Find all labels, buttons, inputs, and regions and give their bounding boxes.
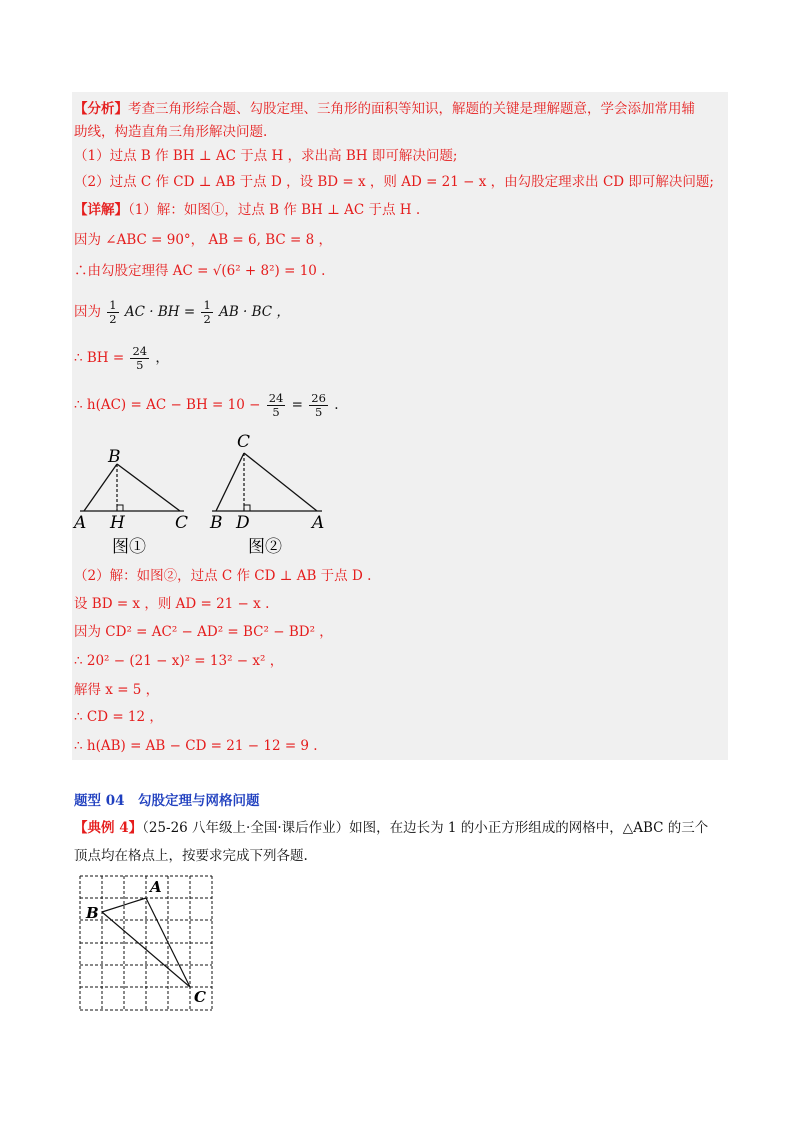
sol1-line5-eq: = — [291, 397, 303, 413]
example-text-1: （25-26 八年级上·全国·课后作业）如图，在边长为 1 的小正方形组成的网格中，△ABC 的三个 — [142, 820, 709, 836]
analysis-label: 【分析】 — [74, 101, 128, 117]
fraction-result: $\frac{26}{5}$ — [311, 391, 326, 419]
sol2-text-5: ∴ CD = 12 ， — [74, 709, 163, 725]
grid-label-a: A — [150, 878, 162, 896]
analysis-line-1 — [74, 99, 695, 119]
sol1-line5-prefix: ∴ h(AC) = AC − BH = 10 − — [74, 397, 261, 413]
sol1-line3-mid2: AB · BC ， — [219, 304, 290, 320]
fraction-bh-2: $\frac{24}{5}$ — [268, 391, 284, 419]
fig2-label-d: D — [236, 513, 250, 533]
analysis-text-1: 考查三角形综合题、勾股定理、三角形的面积等知识，解题的关键是理解题意，学会添加常用辅 — [128, 101, 695, 117]
fig1-caption: 图① — [112, 537, 146, 557]
sol2-text-2: 因为 CD² = AC² − AD² = BC² − BD² ， — [74, 624, 333, 640]
fig1-label-h: H — [110, 513, 125, 533]
sol1-line4-prefix: ∴ BH = — [74, 350, 125, 366]
sol2-line-5 — [74, 707, 163, 727]
sol1-text-1: 因为 ∠ABC = 90°， AB = 6, BC = 8 ， — [74, 232, 332, 248]
detail-intro: （1）解：如图①，过点 B 作 BH ⊥ AC 于点 H . — [128, 202, 421, 218]
sol1-line5-suffix: . — [334, 397, 339, 413]
triangle-figures — [72, 428, 372, 563]
analysis-line-2 — [74, 122, 267, 142]
detail-line — [74, 200, 420, 220]
sol1-line-4 — [74, 345, 169, 372]
part2-hint: （2）过点 C 作 CD ⊥ AB 于点 D ，设 BD = x ，则 AD = 21 − x ，由勾股定理求出 CD 即可解决问题; — [74, 174, 714, 190]
fig2-caption: 图② — [248, 537, 282, 557]
sol2-line-1 — [74, 594, 269, 614]
analysis-text-2: 助线，构造直角三角形解决问题. — [74, 124, 268, 140]
sol2-text-1: 设 BD = x ，则 AD = 21 − x . — [74, 596, 270, 612]
sol1-line-3 — [74, 299, 290, 326]
fraction-half-1: $\frac{1}{2}$ — [109, 298, 117, 326]
fraction-bh: $\frac{24}{5}$ — [132, 344, 148, 372]
grid-label-c: C — [194, 988, 206, 1006]
part1-hint: （1）过点 B 作 BH ⊥ AC 于点 H ，求出高 BH 即可解决问题; — [74, 148, 458, 164]
sol1-line-1 — [74, 230, 332, 250]
sol2-line-6 — [74, 736, 318, 756]
sol1-line3-prefix: 因为 — [74, 304, 101, 320]
sol1-line-5 — [74, 392, 339, 419]
figure-2 — [209, 432, 324, 557]
sol2-intro: （2）解：如图②，过点 C 作 CD ⊥ AB 于点 D . — [74, 568, 372, 584]
example-line-1 — [74, 818, 708, 838]
fraction-half-2: $\frac{1}{2}$ — [203, 298, 211, 326]
sol1-line3-mid1: AC · BH = — [124, 304, 196, 320]
example-label: 【典例 4】 — [74, 820, 143, 836]
example-line-2 — [74, 846, 308, 866]
sol2-text-6: ∴ h(AB) = AB − CD = 21 − 12 = 9 . — [74, 738, 318, 754]
grid-figure — [70, 868, 230, 1013]
grid-lines — [80, 876, 212, 1010]
sol1-line4-suffix: ， — [155, 350, 169, 366]
fig2-label-a: A — [312, 513, 325, 533]
sol2-line-4 — [74, 680, 159, 700]
sol1-line-2 — [74, 261, 325, 281]
figure-1 — [72, 447, 188, 557]
fig1-label-b: B — [108, 447, 121, 467]
sol2-text-3: ∴ 20² − (21 − x)² = 13² − x² ， — [74, 653, 284, 669]
fig2-label-c: C — [237, 432, 251, 452]
example-text-2: 顶点均在格点上，按要求完成下列各题. — [74, 848, 308, 864]
fig2-label-b: B — [210, 513, 223, 533]
sol1-text-2: ∴由勾股定理得 AC = √(6² + 8²) = 10 . — [74, 263, 326, 279]
sol2-text-4: 解得 x = 5 ， — [74, 682, 160, 698]
detail-label: 【详解】 — [74, 202, 128, 218]
fig1-label-c: C — [175, 513, 189, 533]
section-title: 题型 04 勾股定理与网格问题 — [74, 793, 260, 809]
sol2-line-2 — [74, 622, 333, 642]
grid-label-b: B — [86, 904, 99, 922]
sol2-line-3 — [74, 651, 283, 671]
fig1-label-a: A — [74, 513, 87, 533]
